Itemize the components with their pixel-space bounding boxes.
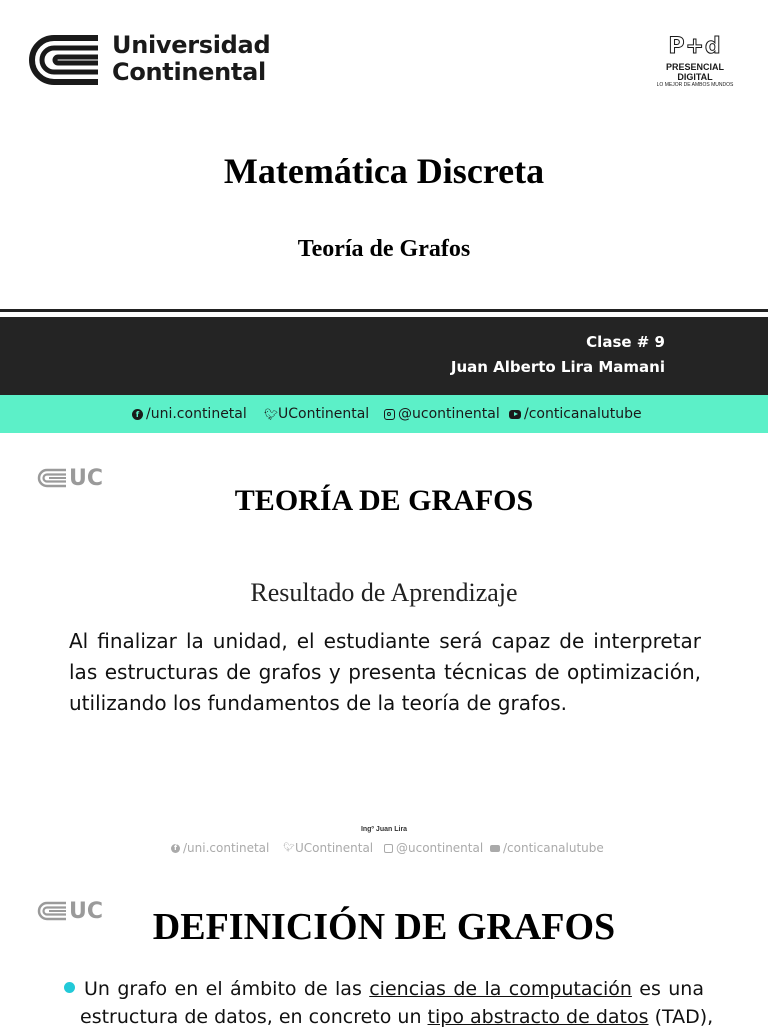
slide2-title: TEORÍA DE GRAFOS xyxy=(234,484,534,517)
footer-instagram-handle: @ucontinental xyxy=(396,841,484,855)
footer-youtube-handle: /conticanalutube xyxy=(503,841,604,855)
footer-youtube[interactable] xyxy=(490,840,604,856)
social-twitter[interactable] xyxy=(264,395,369,433)
class-number: Clase # 9 xyxy=(586,333,665,351)
social-instagram[interactable] xyxy=(384,395,500,433)
definition-text-2a: estructura de datos, en concreto un xyxy=(80,1006,422,1028)
pd-tagline: LO MEJOR DE AMBOS MUNDOS xyxy=(656,82,734,88)
uc-emblem-icon xyxy=(32,34,100,86)
logo-line-1: Universidad xyxy=(112,31,271,59)
definition-text-1a: Un grafo en el ámbito de las xyxy=(84,978,362,1000)
twitter-handle: UContinental xyxy=(278,406,370,422)
instagram-handle: @ucontinental xyxy=(398,406,500,422)
instagram-icon xyxy=(384,844,393,853)
facebook-handle: /uni.continetal xyxy=(146,406,247,422)
footer-facebook-handle: /uni.continetal xyxy=(183,841,270,855)
link-tipo-abstracto[interactable]: tipo abstracto de datos xyxy=(427,1006,649,1028)
social-band xyxy=(0,395,768,433)
social-youtube[interactable] xyxy=(509,395,642,433)
link-ciencias-computacion[interactable]: ciencias de la computación xyxy=(369,978,632,1000)
youtube-icon xyxy=(509,410,521,419)
facebook-icon: f xyxy=(171,844,180,853)
instagram-icon xyxy=(384,409,395,420)
course-subtitle: Teoría de Grafos xyxy=(297,236,471,262)
pd-mark: P+d xyxy=(668,34,722,59)
learning-outcome-text: Al finalizar la unidad, el estudiante será capaz de interpretar las estructuras de grafos y presenta técnicas de optimización, utilizando los fundamentos de la teoría de grafos. xyxy=(69,629,701,715)
slide3-title: DEFINICIÓN DE GRAFOS xyxy=(152,906,616,948)
twitter-icon: 🐦︎ xyxy=(264,407,278,421)
logo-line-2: Continental xyxy=(112,58,266,86)
divider xyxy=(0,309,768,312)
uc-text: UC xyxy=(69,898,104,924)
bullet-icon xyxy=(64,982,75,993)
facebook-icon: f xyxy=(132,409,143,420)
definition-text-2b: (TAD), xyxy=(654,1006,714,1028)
footer-instagram[interactable] xyxy=(384,840,483,856)
footer-twitter[interactable] xyxy=(283,840,373,856)
definition-line-1 xyxy=(84,975,704,1003)
info-band xyxy=(0,317,768,395)
definition-line-2 xyxy=(80,1003,714,1031)
course-title: Matemática Discreta xyxy=(223,151,545,191)
definition-text-1b: es una xyxy=(639,978,704,1000)
footer-twitter-handle: UContinental xyxy=(295,841,374,855)
youtube-handle: /conticanalutube xyxy=(524,406,642,422)
universidad-continental-logo xyxy=(32,32,292,88)
pd-label: PRESENCIAL DIGITAL xyxy=(665,62,724,82)
social-facebook[interactable] xyxy=(132,395,247,433)
footer-author: Ingº Juan Lira xyxy=(360,826,408,833)
twitter-icon: 🐦︎ xyxy=(283,842,295,853)
presencial-digital-logo xyxy=(650,32,740,88)
learning-outcome-heading: Resultado de Aprendizaje xyxy=(250,578,518,607)
uc-text: UC xyxy=(69,465,104,491)
author-name: Juan Alberto Lira Mamani xyxy=(450,358,665,376)
footer-facebook[interactable] xyxy=(171,840,269,856)
slide-title xyxy=(0,0,768,433)
youtube-icon xyxy=(490,845,500,852)
